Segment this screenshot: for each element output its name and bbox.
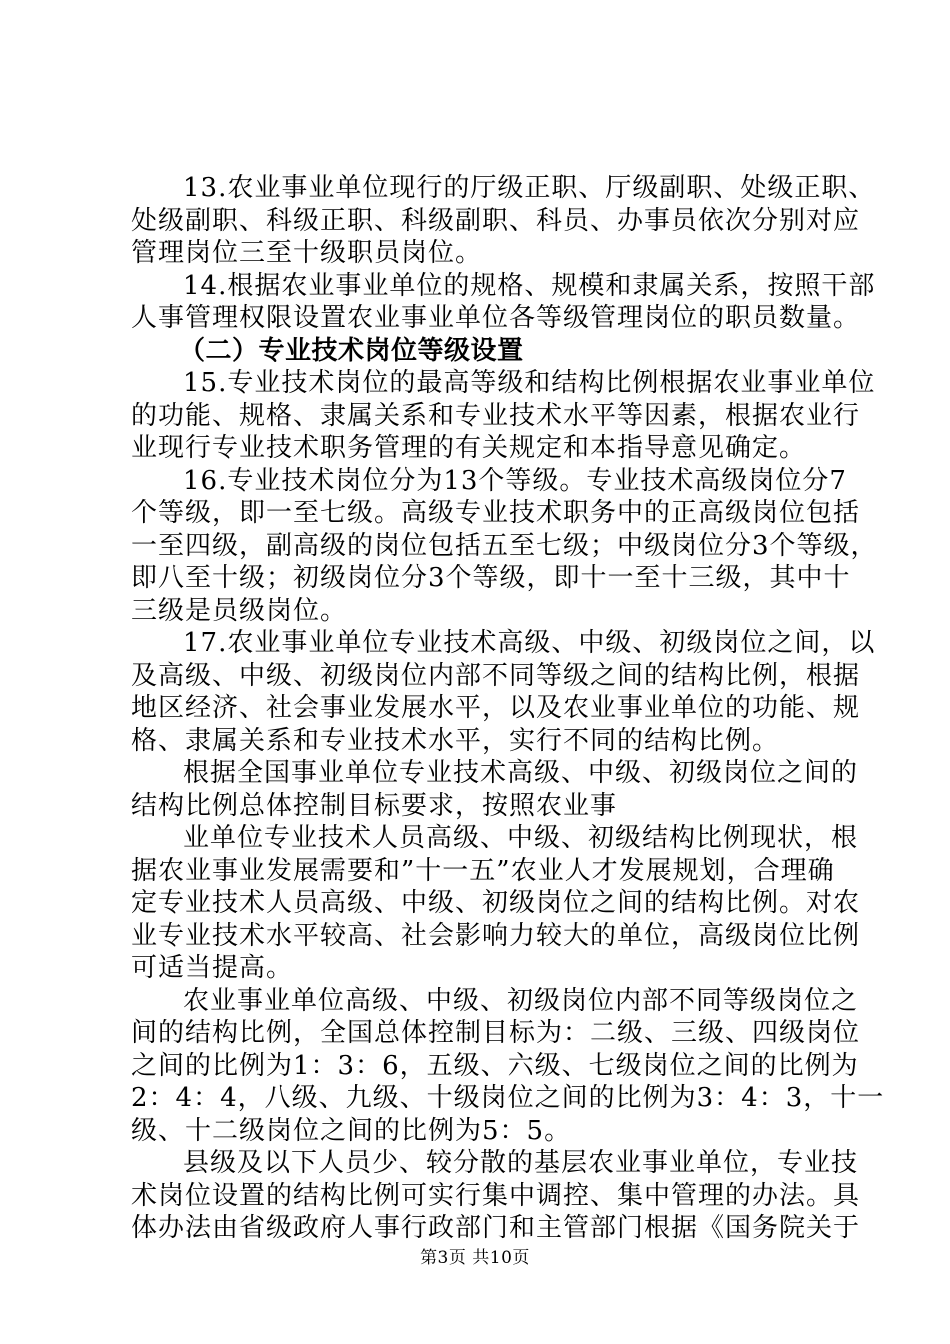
text-line: 处级副职、科级正职、科级副职、科员、办事员依次分别对应: [131, 205, 861, 236]
text-line: 级、十二级岗位之间的比例为5：5。: [131, 1115, 572, 1146]
text-line: 及高级、中级、初级岗位内部不同等级之间的结构比例，根据: [131, 660, 861, 691]
text-line: 根据全国事业单位专业技术高级、中级、初级岗位之间的: [183, 758, 859, 788]
text-line: 17.农业事业单位专业技术高级、中级、初级岗位之间，以: [183, 628, 876, 658]
text-line: 14.根据农业事业单位的规格、规模和隶属关系，按照干部: [183, 270, 876, 301]
text-line: 据农业事业发展需要和”十一五”农业人才发展规划，合理确: [131, 855, 835, 886]
text-line: 16.专业技术岗位分为13个等级。专业技术高级岗位分7: [183, 465, 847, 496]
section-heading: （二）专业技术岗位等级设置: [179, 335, 524, 366]
text-line: 格、隶属关系和专业技术水平，实行不同的结构比例。: [131, 725, 780, 756]
text-line: 管理岗位三至十级职员岗位。: [131, 238, 483, 268]
text-line: 之间的比例为1：3：6，五级、六级、七级岗位之间的比例为: [131, 1050, 859, 1081]
text-line: 业现行专业技术职务管理的有关规定和本指导意见确定。: [131, 433, 807, 463]
text-line: 地区经济、社会事业发展水平，以及农业事业单位的功能、规: [131, 693, 861, 723]
text-line: 15.专业技术岗位的最高等级和结构比例根据农业事业单位: [183, 368, 876, 398]
text-line: 业单位专业技术人员高级、中级、初级结构比例现状，根: [183, 823, 859, 853]
document-body: [131, 172, 885, 1245]
text-line: 业专业技术水平较高、社会影响力较大的单位，高级岗位比例: [131, 920, 861, 951]
text-line: 体办法由省级政府人事行政部门和主管部门根据《国务院关于: [131, 1213, 861, 1243]
text-line: 农业事业单位高级、中级、初级岗位内部不同等级岗位之: [183, 985, 859, 1016]
text-line: 结构比例总体控制目标要求，按照农业事: [131, 790, 618, 821]
text-line: 即八至十级；初级岗位分3个等级，即十一至十三级，其中十: [131, 563, 851, 593]
text-line: 可适当提高。: [131, 953, 294, 983]
text-line: 三级是员级岗位。: [131, 595, 348, 626]
text-line: 一至四级，副高级的岗位包括五至七级；中级岗位分3个等级，: [131, 530, 878, 561]
text-line: 13.农业事业单位现行的厅级正职、厅级副职、处级正职、: [183, 173, 876, 203]
page-footer: 第3页 共10页: [420, 1248, 530, 1268]
text-line: 个等级，即一至七级。高级专业技术职务中的正高级岗位包括: [131, 498, 861, 528]
text-line: 术岗位设置的结构比例可实行集中调控、集中管理的办法。具: [131, 1180, 861, 1211]
text-line: 2：4：4，八级、九级、十级岗位之间的比例为3：4：3，十一: [131, 1083, 885, 1113]
text-line: 的功能、规格、隶属关系和专业技术水平等因素，根据农业行: [131, 400, 861, 431]
text-line: 人事管理权限设置农业事业单位各等级管理岗位的职员数量。: [131, 303, 861, 333]
text-line: 县级及以下人员少、较分散的基层农业事业单位，专业技: [183, 1148, 859, 1178]
text-line: 间的结构比例，全国总体控制目标为：二级、三级、四级岗位: [131, 1018, 861, 1048]
text-line: 定专业技术人员高级、中级、初级岗位之间的结构比例。对农: [131, 888, 861, 918]
